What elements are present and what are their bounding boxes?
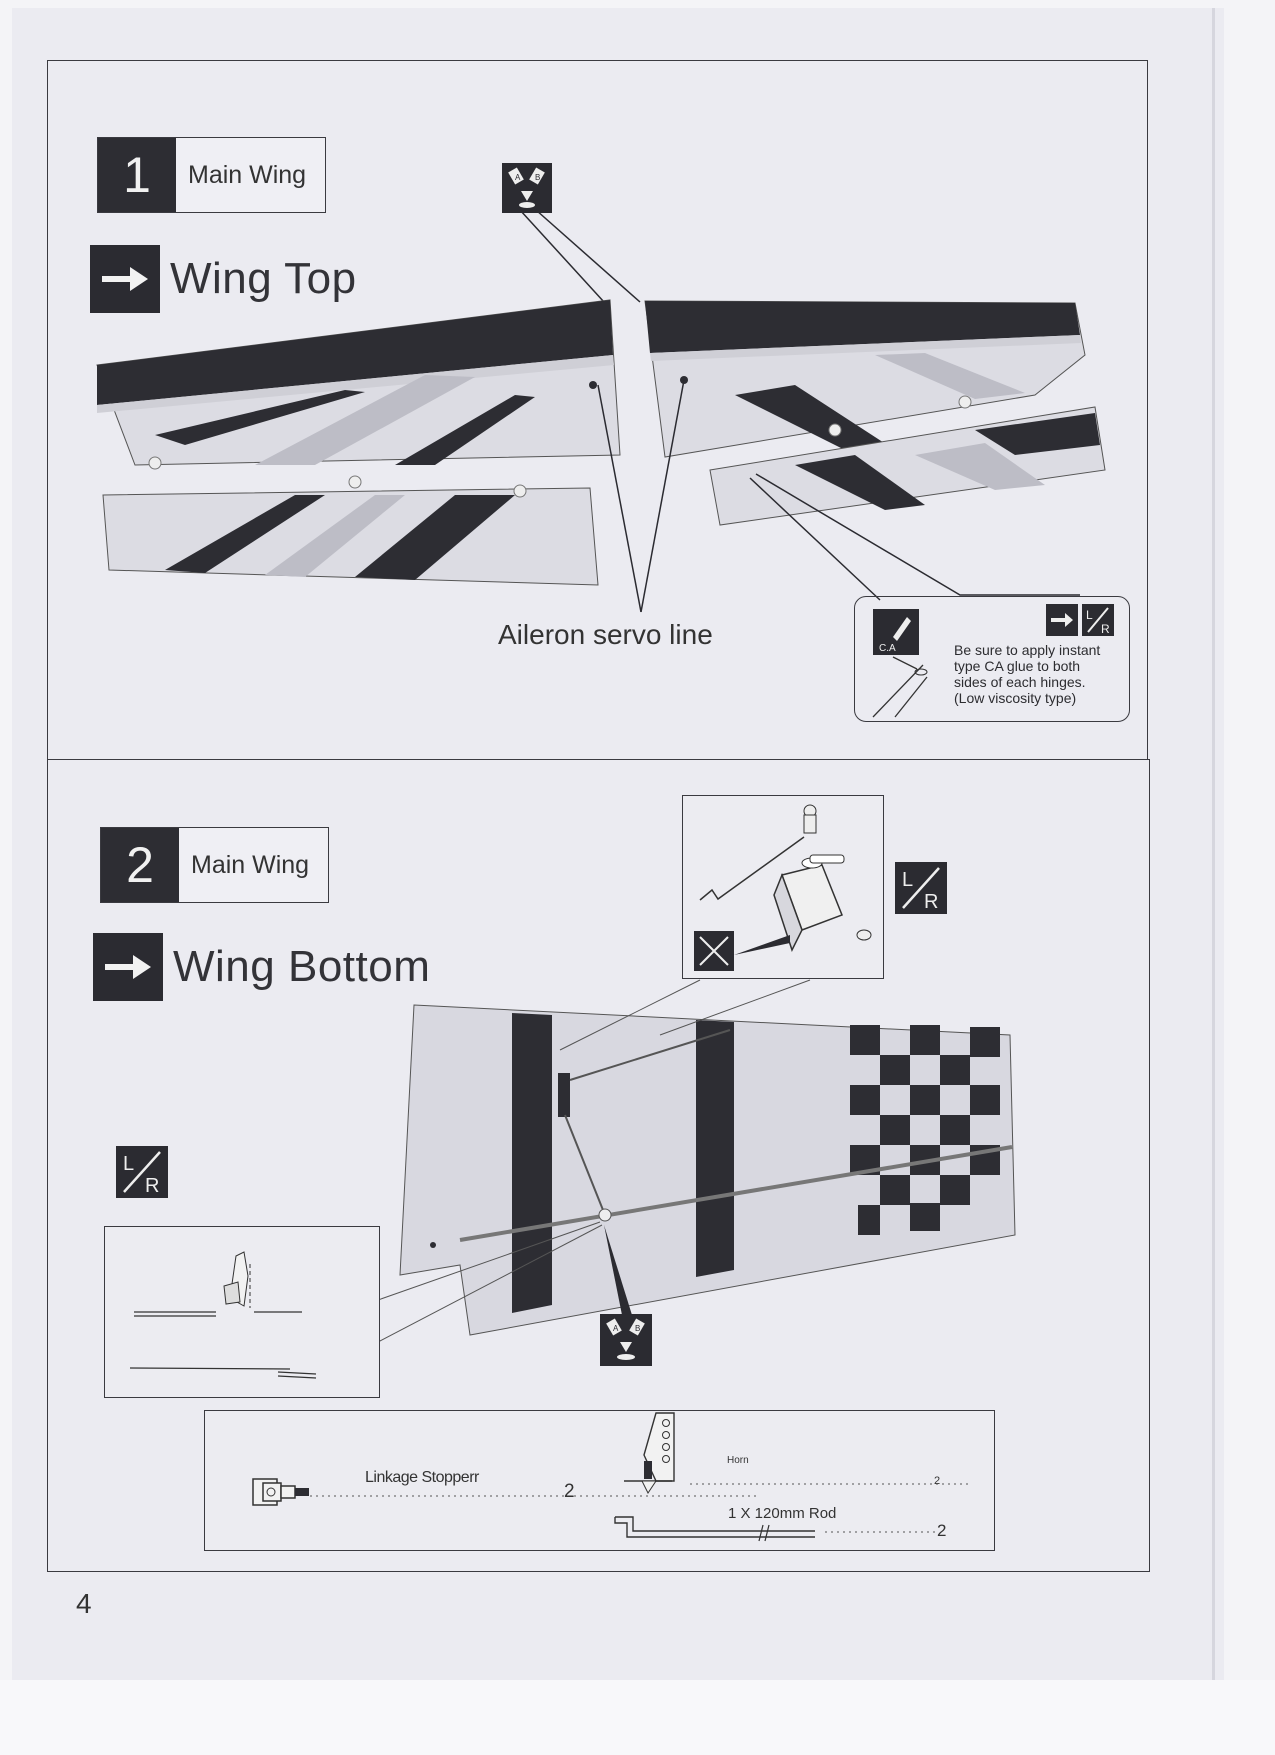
- ca-glue-tip-text: Be sure to apply instant type CA glue to both sides of each hinges. (Low viscosity type): [954, 642, 1101, 706]
- dotted-leader: [825, 1527, 937, 1537]
- step-2-number: 2: [101, 828, 179, 902]
- parts-list: [204, 1410, 995, 1551]
- svg-text:C.A: C.A: [879, 643, 896, 654]
- svg-text:R: R: [1101, 622, 1110, 636]
- step-2-title: Main Wing: [191, 850, 310, 879]
- horn-icon: [620, 1411, 690, 1497]
- svg-text:B: B: [635, 1324, 641, 1333]
- svg-text:A: A: [515, 173, 521, 182]
- svg-text:L: L: [123, 1153, 135, 1175]
- step-1-title: Main Wing: [188, 160, 307, 189]
- part-name: Horn: [727, 1455, 749, 1466]
- svg-text:L: L: [902, 869, 914, 891]
- dotted-leader: [690, 1479, 970, 1489]
- wing-top-title: Wing Top: [170, 254, 357, 303]
- glue-ab-icon: [600, 1314, 652, 1366]
- part-qty: 2: [937, 1521, 947, 1540]
- part-qty: 2: [564, 1481, 575, 1502]
- svg-text:B: B: [535, 173, 541, 182]
- svg-text:A: A: [613, 1324, 619, 1333]
- svg-text:R: R: [924, 891, 939, 913]
- svg-text:R: R: [145, 1175, 160, 1197]
- part-name: 1 X 120mm Rod: [728, 1505, 837, 1522]
- wing-bottom-title: Wing Bottom: [173, 942, 431, 991]
- aileron-servo-line-label: Aileron servo line: [498, 619, 713, 650]
- svg-text:L: L: [1086, 608, 1093, 622]
- page-number: 4: [76, 1588, 92, 1619]
- step-1-number: 1: [98, 138, 176, 212]
- part-qty: 2: [934, 1475, 941, 1487]
- horn-detail-inset: [104, 1226, 380, 1398]
- part-name: Linkage Stopperr: [365, 1469, 479, 1486]
- rod-icon: [615, 1515, 835, 1541]
- dotted-leader: [310, 1491, 760, 1501]
